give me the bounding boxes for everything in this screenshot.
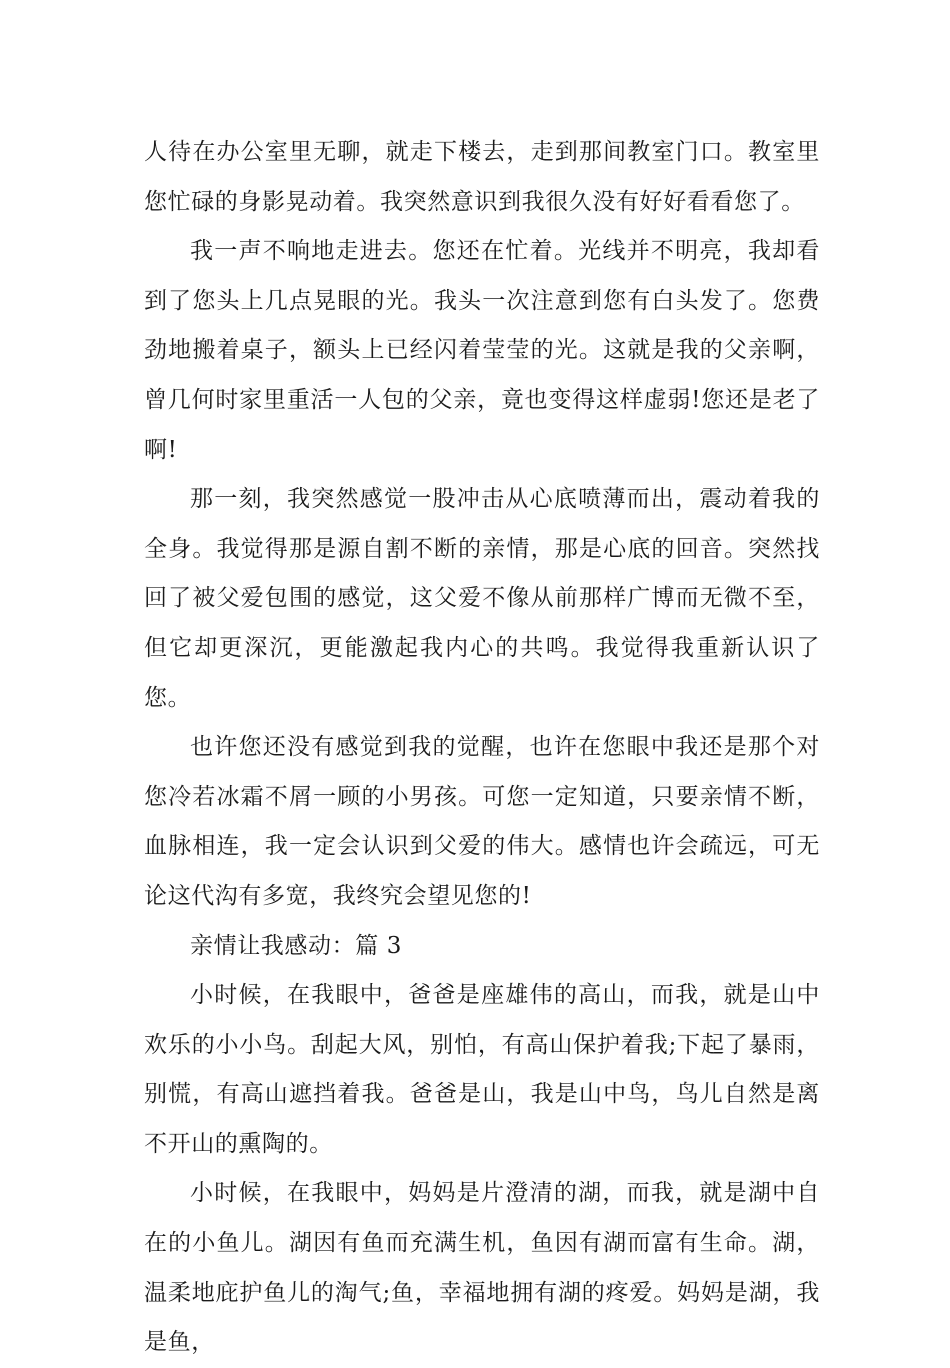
paragraph: 也许您还没有感觉到我的觉醒，也许在您眼中我还是那个对您冷若冰霜不屑一顾的小男孩。可您一定知道，只要亲情不断，血脉相连，我一定会认识到父爱的伟大。感情也许会疏远，可无论这代沟有多宽，我终究会望见您的!: [144, 734, 820, 909]
article-body: [144, 128, 820, 1368]
paragraph: 小时候，在我眼中，妈妈是片澄清的湖，而我，就是湖中自在的小鱼儿。湖因有鱼而充满生机，鱼因有湖而富有生命。湖，温柔地庇护鱼儿的淘气;鱼，幸福地拥有湖的疼爱。妈妈是湖，我是鱼，: [144, 1180, 820, 1356]
paragraph: 那一刻，我突然感觉一股冲击从心底喷薄而出，震动着我的全身。我觉得那是源自割不断的亲情，那是心底的回音。突然找回了被父爱包围的感觉，这父爱不像从前那样广博而无微不至，但它却更深沉，更能激起我内心的共鸣。我觉得我重新认识了您。: [144, 486, 820, 711]
paragraph: 小时候，在我眼中，爸爸是座雄伟的高山，而我，就是山中欢乐的小小鸟。刮起大风，别怕，有高山保护着我;下起了暴雨，别慌，有高山遮挡着我。爸爸是山，我是山中鸟，鸟儿自然是离不开山的熏陶的。: [144, 982, 820, 1157]
section-heading: 亲情让我感动：篇 3: [190, 932, 402, 959]
paragraph: 我一声不响地走进去。您还在忙着。光线并不明亮，我却看到了您头上几点晃眼的光。我头一次注意到您有白头发了。您费劲地搬着桌子，额头上已经闪着莹莹的光。这就是我的父亲啊，曾几何时家里重活一人包的父亲，竟也变得这样虚弱!您还是老了啊!: [144, 238, 820, 463]
paragraph-continued: 人待在办公室里无聊，就走下楼去，走到那间教室门口。教室里您忙碌的身影晃动着。我突然意识到我很久没有好好看看您了。: [144, 139, 820, 215]
